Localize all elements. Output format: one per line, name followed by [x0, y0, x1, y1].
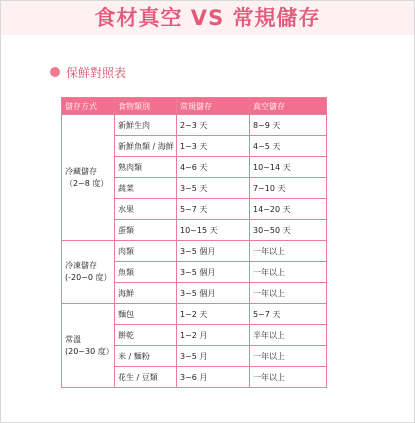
food-cell: 麵包: [115, 304, 177, 325]
header-food: 食物類別: [115, 98, 177, 115]
food-cell: 米 / 麵粉: [115, 346, 177, 367]
vacuum-cell: 半年以上: [250, 325, 327, 346]
category-method: 常溫: [65, 334, 81, 344]
vacuum-cell: 30~50 天: [250, 220, 327, 241]
vacuum-cell: 10~14 天: [250, 157, 327, 178]
regular-cell: 3~6 月: [177, 367, 250, 388]
regular-cell: 5~7 天: [177, 199, 250, 220]
food-cell: 水果: [115, 199, 177, 220]
regular-cell: 3~5 個月: [177, 241, 250, 262]
category-range: (20~30 度）: [65, 346, 114, 356]
table-row: [62, 304, 327, 325]
regular-cell: 1~2 月: [177, 325, 250, 346]
table-header-row: [62, 98, 327, 115]
food-cell: 肉類: [115, 241, 177, 262]
food-cell: 新鮮生肉: [115, 115, 177, 136]
vacuum-cell: 一年以上: [250, 367, 327, 388]
bullet-dot-icon: [50, 67, 60, 77]
header-regular: 常規儲存: [177, 98, 250, 115]
food-cell: 魚類: [115, 262, 177, 283]
category-method: 冷藏儲存: [65, 166, 97, 176]
category-cell: [62, 115, 115, 241]
category-range: (-20~0 度）: [65, 273, 112, 282]
page-title: 食材真空 VS 常規儲存: [94, 6, 321, 30]
regular-cell: 4~6 天: [177, 157, 250, 178]
food-cell: 新鮮魚類 / 海鮮: [115, 136, 177, 157]
vacuum-cell: 一年以上: [250, 346, 327, 367]
section-heading: [50, 64, 126, 80]
vacuum-cell: 5~7 天: [250, 304, 327, 325]
food-cell: 熟肉類: [115, 157, 177, 178]
category-cell: [62, 304, 115, 388]
food-cell: 餅乾: [115, 325, 177, 346]
vacuum-cell: 4~5 天: [250, 136, 327, 157]
header-vacuum: 真空儲存: [250, 98, 327, 115]
vacuum-cell: 一年以上: [250, 283, 327, 304]
regular-cell: 10~15 天: [177, 220, 250, 241]
regular-cell: 1~2 天: [177, 304, 250, 325]
category-range: （2~8 度）: [65, 178, 109, 188]
regular-cell: 3~5 個月: [177, 262, 250, 283]
food-cell: 蔬菜: [115, 178, 177, 199]
vacuum-cell: 8~9 天: [250, 115, 327, 136]
food-cell: 蛋類: [115, 220, 177, 241]
regular-cell: 3~5 天: [177, 178, 250, 199]
vacuum-cell: 14~20 天: [250, 199, 327, 220]
regular-cell: 1~3 天: [177, 136, 250, 157]
category-method: 冷凍儲存: [65, 261, 97, 270]
regular-cell: 2~3 天: [177, 115, 250, 136]
regular-cell: 3~5 個月: [177, 283, 250, 304]
storage-table: [61, 97, 327, 388]
table-row: [62, 241, 327, 262]
table-row: [62, 115, 327, 136]
food-cell: 海鮮: [115, 283, 177, 304]
category-cell: [62, 241, 115, 304]
section-label: 保鮮對照表: [66, 65, 127, 80]
vacuum-cell: 一年以上: [250, 241, 327, 262]
vacuum-cell: 7~10 天: [250, 178, 327, 199]
header-method: 儲存方式: [62, 98, 115, 115]
regular-cell: 3~5 月: [177, 346, 250, 367]
food-cell: 花生 / 豆類: [115, 367, 177, 388]
vacuum-cell: 一年以上: [250, 262, 327, 283]
